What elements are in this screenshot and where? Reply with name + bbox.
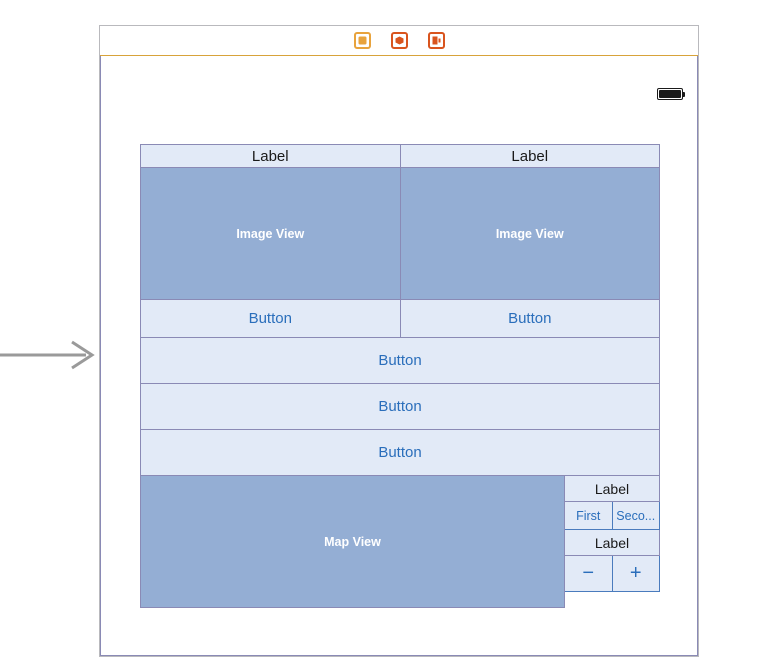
side-label-top: Label: [565, 476, 660, 502]
image-view-left: Image View: [140, 168, 401, 300]
stepper-decrement-button[interactable]: −: [582, 562, 595, 584]
view-debugging-icon[interactable]: [428, 32, 445, 49]
map-view[interactable]: Map View: [140, 476, 565, 608]
button-wide-3[interactable]: Button: [140, 430, 660, 476]
view-controller-canvas: [100, 56, 698, 656]
label-right: Label: [401, 144, 661, 168]
stepper-control[interactable]: [565, 556, 660, 592]
widget-stack: [140, 144, 660, 608]
image-view-row: [140, 168, 660, 300]
battery-icon: [657, 88, 683, 100]
pointer-arrow: [0, 340, 96, 370]
assistant-editor-icon[interactable]: [391, 32, 408, 49]
button-left[interactable]: Button: [140, 300, 401, 338]
segmented-control[interactable]: [565, 502, 660, 530]
file-inspector-icon[interactable]: [354, 32, 371, 49]
segment-first[interactable]: First: [576, 508, 601, 523]
button-wide-2[interactable]: Button: [140, 384, 660, 430]
label-left: Label: [140, 144, 401, 168]
side-label-bottom: Label: [565, 530, 660, 556]
label-row: [140, 144, 660, 168]
stepper-increment-button[interactable]: +: [612, 556, 660, 591]
paired-button-row: [140, 300, 660, 338]
side-panel: [565, 476, 660, 608]
button-wide-1[interactable]: Button: [140, 338, 660, 384]
canvas-frame: [99, 25, 699, 657]
button-right[interactable]: Button: [401, 300, 661, 338]
image-view-right: Image View: [401, 168, 661, 300]
map-row: [140, 476, 660, 608]
canvas-toolbar: [100, 26, 698, 56]
segment-second[interactable]: Seco...: [612, 502, 660, 529]
